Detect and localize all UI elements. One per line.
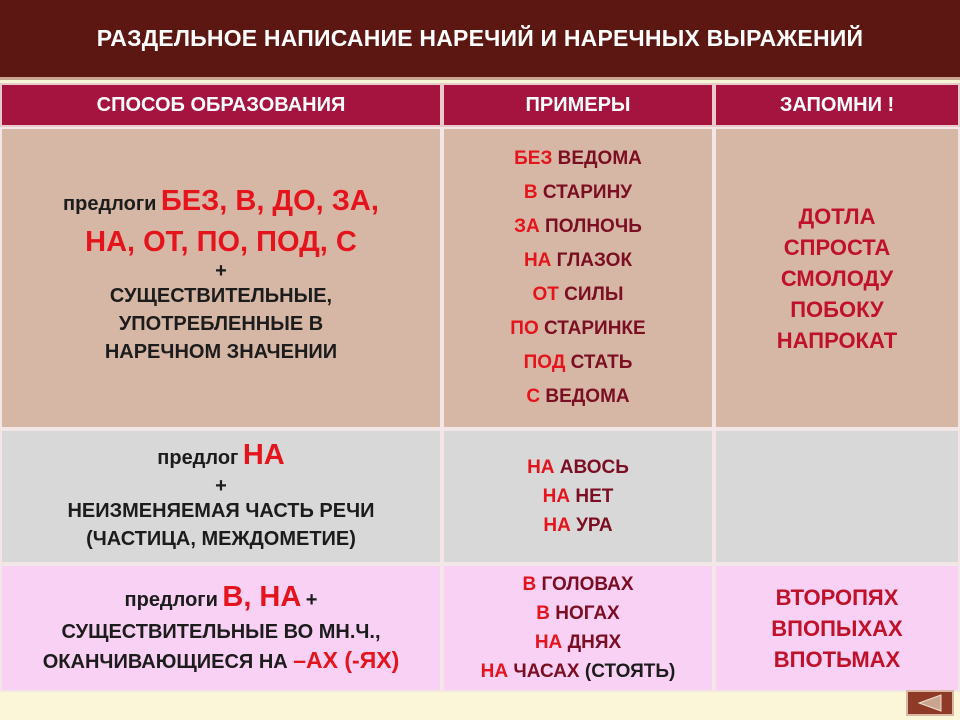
row1-preps-a: БЕЗ, В, ДО, ЗА, <box>160 184 379 217</box>
page-title: РАЗДЕЛЬНОЕ НАПИСАНИЕ НАРЕЧИЙ И НАРЕЧНЫХ ВЫРАЖЕНИЙ <box>0 0 960 80</box>
example-item <box>514 210 642 244</box>
example-item <box>533 278 624 312</box>
header-examples: ПРИМЕРЫ <box>442 83 714 127</box>
example-word: СТАРИНУ <box>542 182 633 203</box>
example-word: ДНЯХ <box>567 632 622 653</box>
row1-desc-line: УПОТРЕБЛЕННЫЕ В <box>118 312 324 335</box>
row3-remember-cell <box>714 564 960 692</box>
row2-examples-cell <box>442 429 714 564</box>
row2-desc-line: НЕИЗМЕНЯЕМАЯ ЧАСТЬ РЕЧИ <box>67 500 375 522</box>
row2-prep: НА <box>242 439 285 471</box>
example-word: СТАТЬ <box>570 352 633 373</box>
example-item <box>527 453 629 482</box>
row2-plus: + <box>215 475 227 497</box>
row3-desc-line: СУЩЕСТВИТЕЛЬНЫЕ ВО МН.Ч., <box>61 620 381 643</box>
example-prep: ЗА <box>514 216 540 237</box>
example-prep: НА <box>480 661 509 682</box>
example-prep: В <box>523 182 538 203</box>
example-prep: ПОД <box>523 352 566 373</box>
row3-method-cell <box>0 564 442 692</box>
row1-desc-line: СУЩЕСТВИТЕЛЬНЫЕ, <box>109 284 333 307</box>
example-prep: НА <box>534 632 563 653</box>
example-item <box>543 482 614 511</box>
row3-examples-cell <box>442 564 714 692</box>
example-item <box>543 511 612 540</box>
row1-lead: предлоги <box>63 192 157 215</box>
example-item <box>524 176 632 210</box>
remember-word: ВПОТЬМАХ <box>773 646 901 672</box>
back-button[interactable] <box>906 690 954 716</box>
example-item <box>510 312 645 346</box>
row3-ending: –АХ (-ЯХ) <box>293 646 400 673</box>
example-prep: БЕЗ <box>514 148 553 169</box>
row2-remember-cell <box>714 429 960 564</box>
row3-plus: + <box>305 588 318 611</box>
remember-word: ПОБОКУ <box>790 296 884 322</box>
example-word: СИЛЫ <box>564 284 624 305</box>
example-prep: ПО <box>510 318 539 339</box>
remember-word: ДОТЛА <box>798 203 876 229</box>
example-prep: НА <box>543 515 571 536</box>
row2-method-cell <box>0 429 442 564</box>
example-item <box>536 599 619 628</box>
example-prep: ОТ <box>532 284 559 305</box>
example-item <box>514 142 642 176</box>
remember-word: СМОЛОДУ <box>780 265 894 291</box>
triangle-left-icon <box>915 694 945 712</box>
example-word: ГЛАЗОК <box>556 250 633 271</box>
row3-desc2: ОКАНЧИВАЮЩИЕСЯ НА <box>42 650 288 673</box>
row2-lead: предлог <box>157 447 239 469</box>
header-remember: ЗАПОМНИ ! <box>714 83 960 127</box>
remember-word: ВТОРОПЯХ <box>775 584 899 610</box>
row3-preps: В, НА <box>222 580 302 613</box>
example-item <box>535 628 621 657</box>
example-item <box>481 657 676 686</box>
example-suffix: (СТОЯТЬ) <box>584 661 676 682</box>
example-word: АВОСЬ <box>559 457 629 478</box>
example-word: СТАРИНКЕ <box>544 318 646 339</box>
example-word: НОГАХ <box>555 603 620 624</box>
example-prep: В <box>522 574 537 595</box>
row1-desc-line: НАРЕЧНОМ ЗНАЧЕНИИ <box>104 340 338 363</box>
remember-word: СПРОСТА <box>783 234 891 260</box>
header-method: СПОСОБ ОБРАЗОВАНИЯ <box>0 83 442 127</box>
row1-plus: + <box>215 259 227 282</box>
example-word: ЧАСАХ <box>513 661 580 682</box>
row2-desc-line: (ЧАСТИЦА, МЕЖДОМЕТИЕ) <box>86 528 356 550</box>
example-prep: В <box>536 603 550 624</box>
example-word: ВЕДОМА <box>557 148 642 169</box>
example-item <box>522 570 633 599</box>
example-prep: НА <box>542 486 571 507</box>
example-word: ГОЛОВАХ <box>541 574 634 595</box>
example-word: УРА <box>576 515 613 536</box>
example-prep: НА <box>527 457 555 478</box>
example-item <box>524 346 633 380</box>
row3-desc-ending-line <box>43 646 400 676</box>
row3-preps-block <box>125 581 318 618</box>
example-word: ПОЛНОЧЬ <box>545 216 642 237</box>
remember-word: ВПОПЫХАХ <box>771 615 903 641</box>
example-word: ВЕДОМА <box>545 386 630 407</box>
row1-examples-cell <box>442 127 714 429</box>
row3-lead: предлоги <box>124 588 218 611</box>
row2-prep-block <box>157 440 284 475</box>
remember-word: НАПРОКАТ <box>776 327 898 353</box>
example-prep: НА <box>523 250 552 271</box>
example-word: НЕТ <box>575 486 614 507</box>
row1-preps-b: НА, ОТ, ПО, ПОД, С <box>85 225 357 258</box>
row1-method-cell <box>0 127 442 429</box>
example-item <box>524 244 632 278</box>
row1-remember-cell <box>714 127 960 429</box>
row1-preps-block <box>63 183 379 224</box>
example-prep: С <box>526 386 541 407</box>
example-item <box>526 380 629 414</box>
